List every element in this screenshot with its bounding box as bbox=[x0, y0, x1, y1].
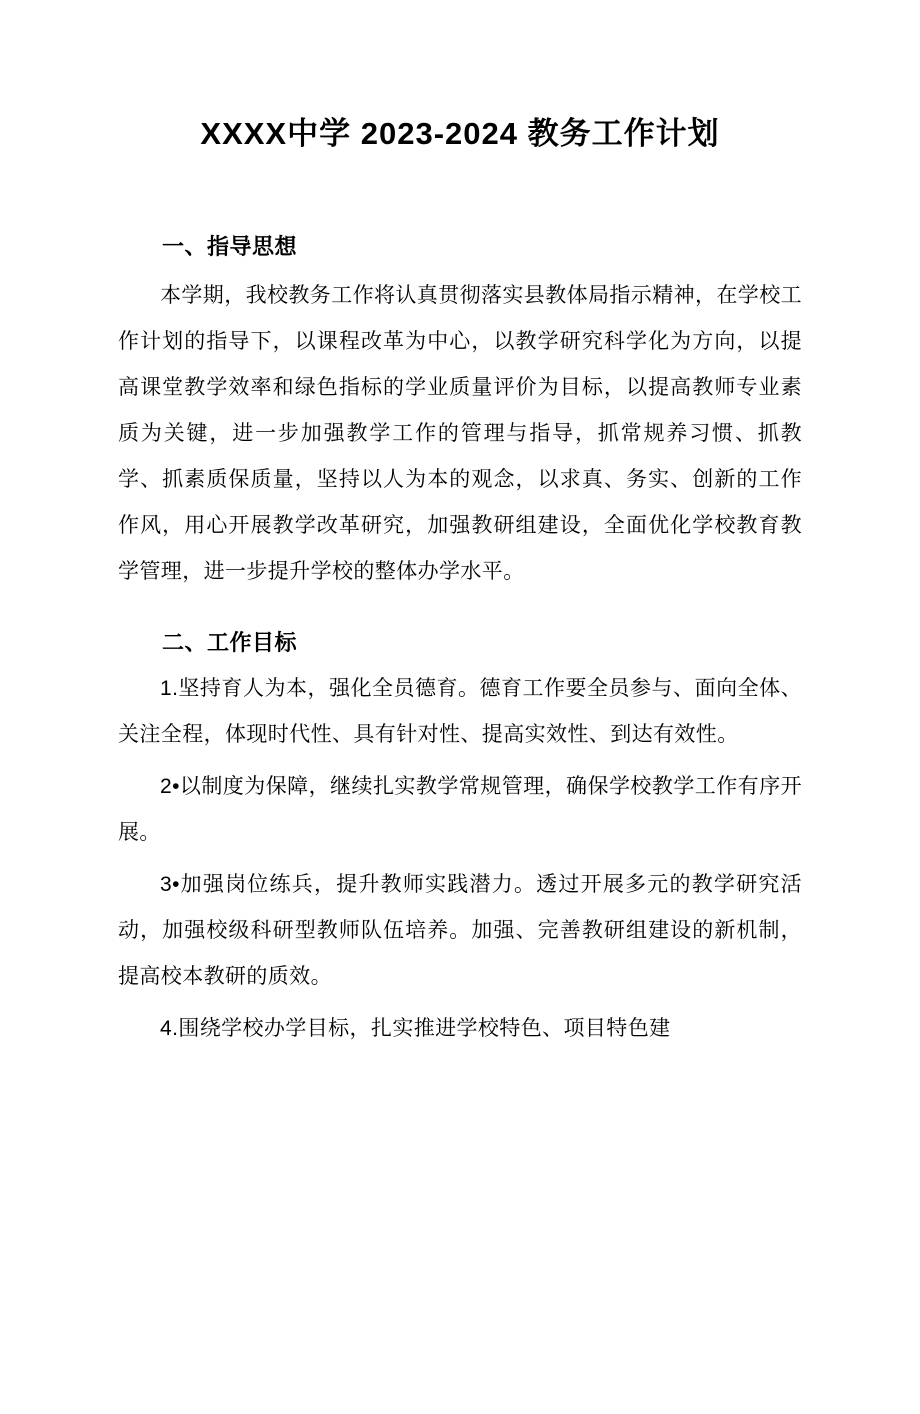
page-title: XXXX中学 2023-2024 教务工作计划 bbox=[200, 116, 720, 151]
paragraph-work-goals-2: 2•以制度为保障，继续扎实教学常规管理，确保学校教学工作有序开展。 bbox=[118, 774, 802, 844]
paragraph-work-goals-1: 1.坚持育人为本，强化全员德育。德育工作要全员参与、面向全体、关注全程，体现时代性、具有针对性、提高实效性、到达有效性。 bbox=[118, 676, 802, 746]
paragraph-work-goals-4: 4.围绕学校办学目标，扎实推进学校特色、项目特色建 bbox=[160, 1016, 671, 1040]
paragraph-guiding-ideology-1: 本学期，我校教务工作将认真贯彻落实县教体局指示精神，在学校工作计划的指导下，以课程改革为中心，以教学研究科学化为方向，以提高课堂教学效率和绿色指标的学业质量评价为目标，以提高教师专业素质为关键，进一步加强教学工作的管理与指导，抓常规养习惯、抓教学、抓素质保质量，坚持以人为本的观念，以求真、务实、创新的工作作风，用心开展教学改革研究，加强教研组建设，全面优化学校教育教学管理，进一步提升学校的整体办学水平。 bbox=[118, 283, 802, 583]
section-heading-work-goals: 二、工作目标 bbox=[162, 629, 298, 655]
paragraph-work-goals-3: 3•加强岗位练兵，提升教师实践潜力。透过开展多元的教学研究活动，加强校级科研型教师队伍培养。加强、完善教研组建设的新机制，提高校本教研的质效。 bbox=[118, 872, 802, 988]
document-page bbox=[0, 112, 920, 1414]
document-body bbox=[0, 229, 920, 1051]
section-heading-guiding-ideology: 一、指导思想 bbox=[162, 234, 298, 260]
